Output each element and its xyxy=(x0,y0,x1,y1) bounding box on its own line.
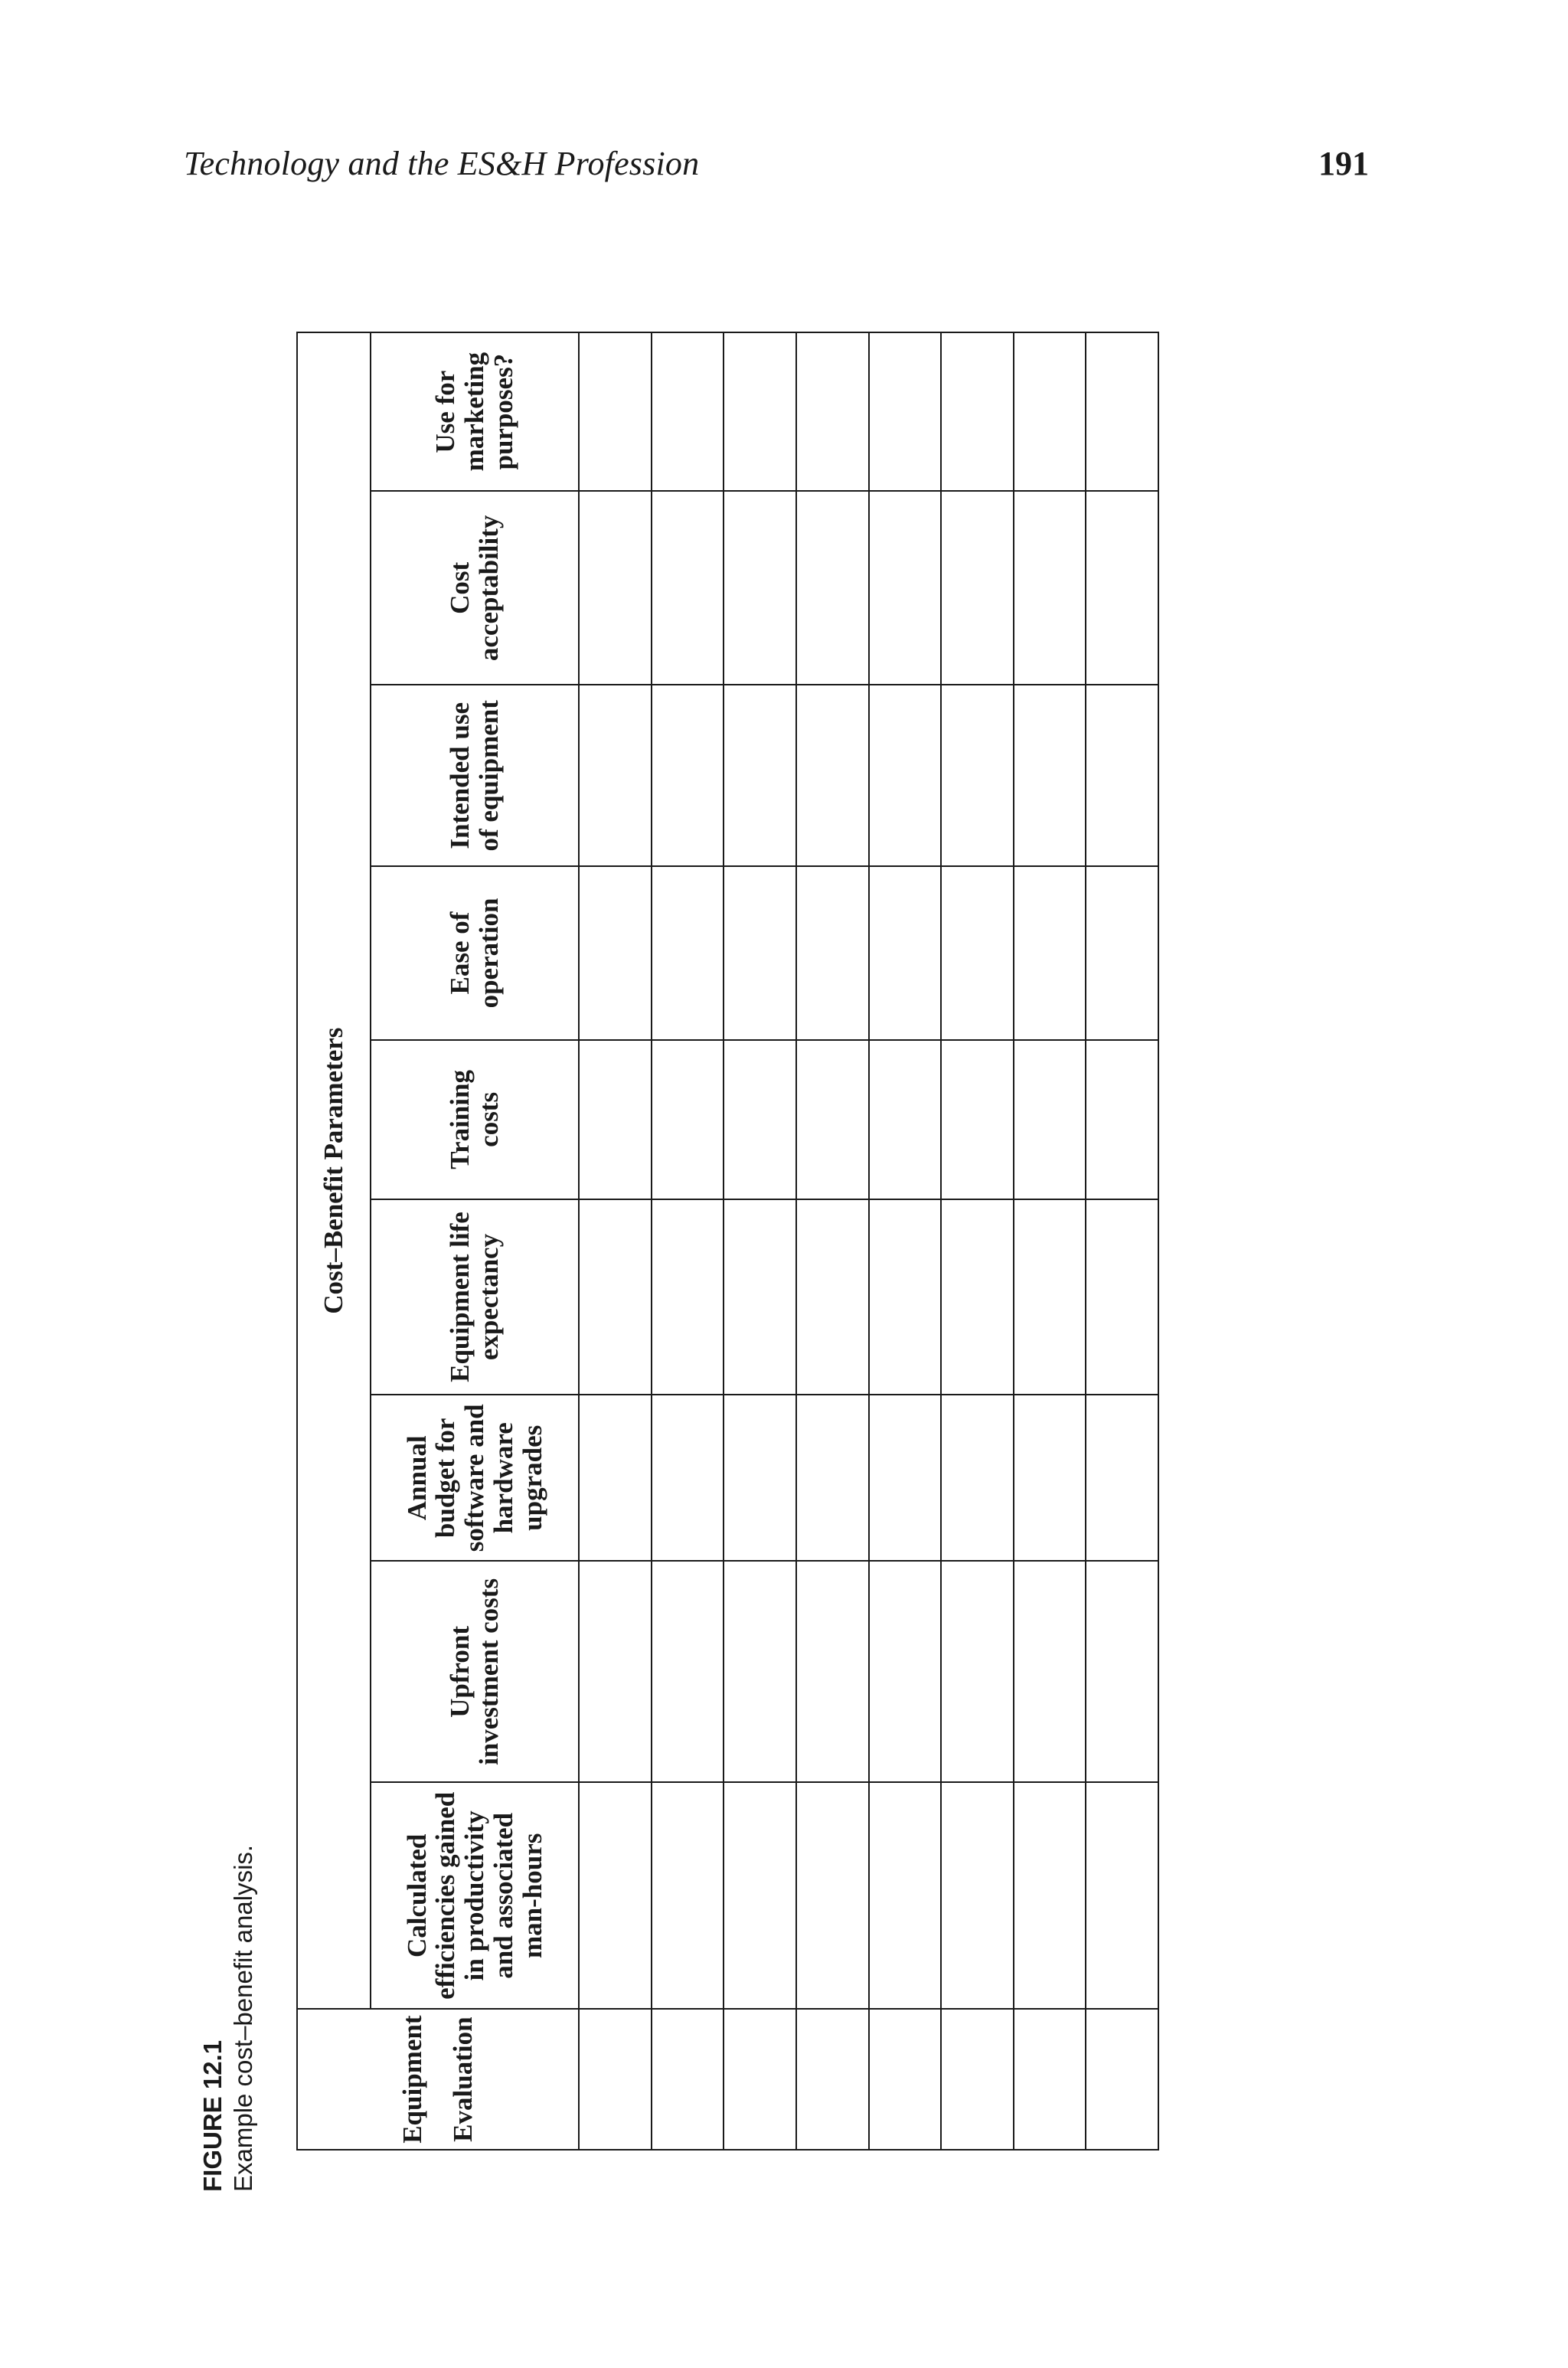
table-cell xyxy=(941,866,1014,1040)
table-cell xyxy=(869,1395,942,1561)
table-cell xyxy=(1086,685,1158,866)
column-header: Use for marketing purposes? xyxy=(371,332,579,491)
table-cell xyxy=(579,1782,652,2009)
table-cell xyxy=(579,866,652,1040)
table-cell xyxy=(724,1562,796,1783)
table-cell xyxy=(579,1040,652,1199)
equipment-evaluation-header xyxy=(297,2009,579,2150)
table-cell xyxy=(652,866,724,1040)
table-cell xyxy=(1086,1562,1158,1783)
table-cell xyxy=(1014,1562,1086,1783)
table-cell xyxy=(724,1199,796,1395)
table-cell xyxy=(941,685,1014,866)
table-cell xyxy=(579,2009,652,2150)
table-cell xyxy=(869,491,942,685)
table-cell xyxy=(1086,491,1158,685)
cost-benefit-group-header: Cost–Benefit Parameters xyxy=(297,332,371,2009)
table-row xyxy=(579,332,652,2150)
running-head: Technology and the ES&H Profession xyxy=(184,145,700,182)
table-cell xyxy=(796,1782,869,2009)
column-header-row xyxy=(371,332,579,2150)
cost-benefit-table-container xyxy=(296,332,1159,2150)
table-cell xyxy=(796,1562,869,1783)
table-cell xyxy=(1014,685,1086,866)
table-cell xyxy=(1014,1782,1086,2009)
table-cell xyxy=(724,2009,796,2150)
table-cell xyxy=(652,1199,724,1395)
table-cell xyxy=(579,1395,652,1561)
cost-benefit-table xyxy=(296,332,1159,2150)
table-cell xyxy=(941,2009,1014,2150)
table-row xyxy=(1086,332,1158,2150)
figure-label: FIGURE 12.1 xyxy=(198,2039,227,2192)
table-cell xyxy=(652,685,724,866)
table-cell xyxy=(869,1199,942,1395)
table-cell xyxy=(869,866,942,1040)
table-cell xyxy=(724,1782,796,2009)
table-cell xyxy=(796,685,869,866)
table-cell xyxy=(1014,332,1086,491)
table-row xyxy=(796,332,869,2150)
table-cell xyxy=(652,1395,724,1561)
table-cell xyxy=(1014,1199,1086,1395)
table-cell xyxy=(1086,1395,1158,1561)
table-cell xyxy=(724,491,796,685)
group-header-row xyxy=(297,332,371,2150)
column-header: Annual budget for software and hardware upgrades xyxy=(371,1395,579,1561)
table-cell xyxy=(941,1395,1014,1561)
figure-caption-text: Example cost–benefit analysis. xyxy=(229,1844,257,2192)
equipment-header-line: Equipment xyxy=(397,2015,428,2144)
table-cell xyxy=(796,332,869,491)
table-cell xyxy=(869,332,942,491)
table-cell xyxy=(796,866,869,1040)
column-header: Calculated efficiencies gained in productivity and associated man-hours xyxy=(371,1782,579,2009)
table-cell xyxy=(579,1199,652,1395)
table-cell xyxy=(796,491,869,685)
page-number: 191 xyxy=(1318,145,1369,182)
table-cell xyxy=(652,491,724,685)
table-cell xyxy=(796,2009,869,2150)
table-cell xyxy=(724,1395,796,1561)
table-cell xyxy=(869,2009,942,2150)
table-cell xyxy=(652,1040,724,1199)
table-cell xyxy=(796,1040,869,1199)
table-cell xyxy=(1086,332,1158,491)
table-cell xyxy=(579,1562,652,1783)
table-cell xyxy=(579,685,652,866)
table-cell xyxy=(941,1782,1014,2009)
table-cell xyxy=(796,1395,869,1561)
table-cell xyxy=(941,332,1014,491)
table-cell xyxy=(652,1782,724,2009)
table-row xyxy=(724,332,796,2150)
column-header: Ease of operation xyxy=(371,866,579,1040)
table-row xyxy=(941,332,1014,2150)
table-cell xyxy=(724,866,796,1040)
table-row xyxy=(652,332,724,2150)
table-cell xyxy=(1014,491,1086,685)
table-row xyxy=(1014,332,1086,2150)
table-cell xyxy=(941,1199,1014,1395)
table-cell xyxy=(869,1040,942,1199)
column-header: Training costs xyxy=(371,1040,579,1199)
table-cell xyxy=(869,1562,942,1783)
table-cell xyxy=(579,491,652,685)
table-cell xyxy=(1014,2009,1086,2150)
table-cell xyxy=(724,332,796,491)
table-cell xyxy=(1014,1040,1086,1199)
evaluation-header-line: Evaluation xyxy=(448,2016,478,2142)
table-cell xyxy=(724,1040,796,1199)
table-cell xyxy=(869,1782,942,2009)
table-cell xyxy=(1086,1782,1158,2009)
table-cell xyxy=(652,1562,724,1783)
table-cell xyxy=(869,685,942,866)
column-header: Upfront investment costs xyxy=(371,1562,579,1783)
table-cell xyxy=(579,332,652,491)
table-cell xyxy=(1086,2009,1158,2150)
table-cell xyxy=(941,1562,1014,1783)
table-cell xyxy=(941,1040,1014,1199)
table-cell xyxy=(796,1199,869,1395)
column-header: Equipment life expectancy xyxy=(371,1199,579,1395)
figure-caption xyxy=(198,1503,259,2192)
table-cell xyxy=(1086,866,1158,1040)
table-cell xyxy=(652,332,724,491)
table-cell xyxy=(1086,1040,1158,1199)
table-cell xyxy=(1014,1395,1086,1561)
column-header: Intended use of equipment xyxy=(371,685,579,866)
column-header: Cost acceptability xyxy=(371,491,579,685)
table-cell xyxy=(724,685,796,866)
table-row xyxy=(869,332,942,2150)
table-cell xyxy=(1086,1199,1158,1395)
table-body xyxy=(579,332,1158,2150)
table-cell xyxy=(1014,866,1086,1040)
table-header xyxy=(297,332,579,2150)
table-cell xyxy=(652,2009,724,2150)
table-cell xyxy=(941,491,1014,685)
